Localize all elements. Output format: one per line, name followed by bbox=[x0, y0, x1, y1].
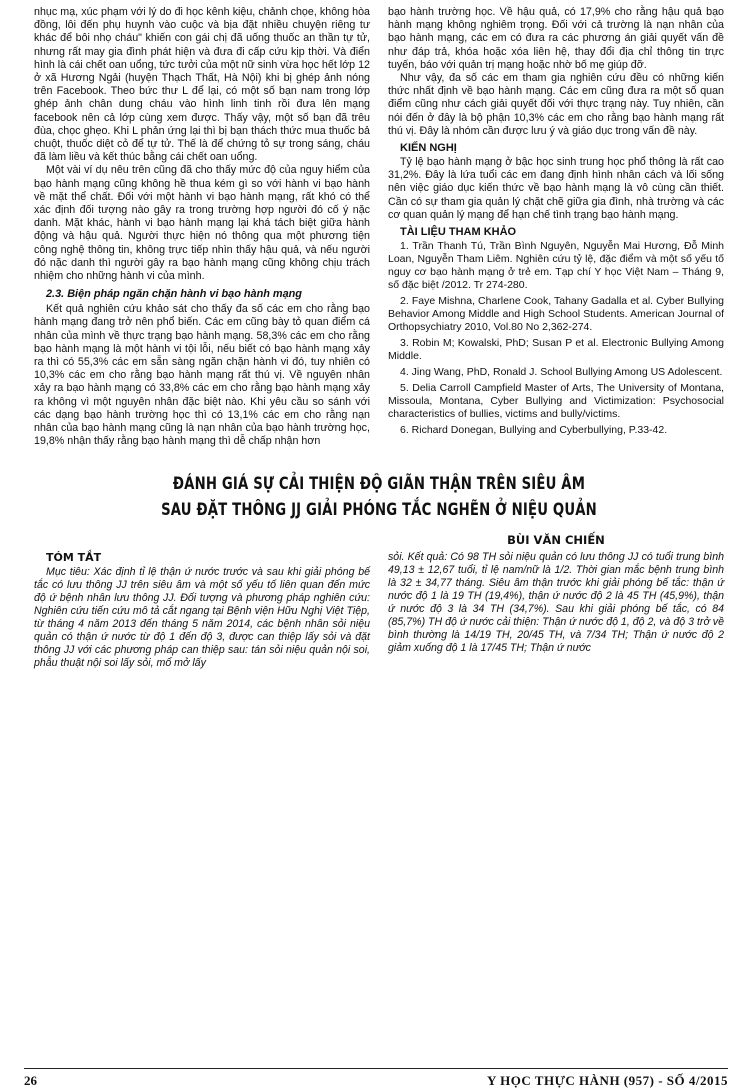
paragraph: nhục mạ, xúc phạm với lý do đi học kênh kiệu, chảnh chọe, không hòa đồng, lôi đến phụ huynh vào cuộc và bịa đặt nhiều chuyện riêng tư khác để bôi nhọ cháu" khiến con gái chị đã uống thuốc an thần tự tử, nhưng rất may gia đình phát hiện và đưa đi cấp cứu kịp thời. Và điển hình là cái chết oan uổng, tức tưởi của một nữ sinh vừa học hết lớp 12 ở xã Hương Ngải (huyện Thạch Thất, Hà Nội) khi bị ghép ảnh nóng trên Facebook. Theo bức thư L để lại, có một số bạn nam trong lớp ghép ảnh chân dung cháu vào hình linh tinh rồi đưa lên mạng facebook nên cả lớp cùng xem được. Thấy vậy, một số bạn đã trêu đùa, chọc ghẹo. Khi L phản ứng lại thì bị bạn thách thức mua thuốc bả chuột, thuốc diệt cỏ để tự tử. Thế là để chứng tỏ sự trong sáng, cháu đã làm liều và kết thúc bằng cái chết oan uổng. bbox=[34, 6, 370, 164]
abstract bbox=[34, 551, 724, 670]
reference-item: 3. Robin M; Kowalski, PhD; Susan P et al. Electronic Bullying Among Middle. bbox=[388, 337, 724, 363]
references-heading: TÀI LIỆU THAM KHẢO bbox=[400, 226, 517, 239]
paragraph: Một vài ví dụ nêu trên cũng đã cho thấy mức độ của nguy hiểm của bạo hành mạng cũng không hề thua kém gì so với hành vi bạo hành về mặt thể chất. Đối với một hành vi bạo hành mạng, rất khó có thể xác định đối tượng nào gây ra trong trường hợp người đó cố ý nặc danh. Mặt khác, hành vi bạo hành mạng lại khá tách biệt giữa hành động và hậu quả. Người thực hiện nó thông qua một phương tiện công nghệ thông tin, không trực tiếp nhìn thấy hậu quả, và nếu người đó nặc danh thì người gây ra bạo hành mạng cũng không chịu trách nhiệm cho những hành vi của mình. bbox=[34, 164, 370, 283]
abstract-heading: TÓM TẮT bbox=[46, 550, 102, 564]
abstract-left-column bbox=[34, 551, 370, 670]
section-heading: 2.3. Biện pháp ngăn chặn hành vi bạo hành mạng bbox=[46, 288, 302, 301]
reference-item: 1. Trần Thanh Tú, Trần Bình Nguyên, Nguyễn Mai Hương, Đỗ Minh Loan, Nguyễn Tham Liêm. Nghiên cứu tỷ lệ, đặc điểm và một số yếu tố nguy cơ bạo hành mạng ở trẻ em. Tạp chí Y học Việt Nam – Tháng 9, số đặc biệt /2012. Tr 274-280. bbox=[388, 240, 724, 292]
page-footer bbox=[24, 1068, 728, 1089]
paragraph: Kết quả nghiên cứu khảo sát cho thấy đa số các em cho rằng bạo hành mạng đang trở nên phổ biến. Các em cũng bày tỏ quan điểm cá nhân của mình về thực trạng bạo hành mạng. 58,3% các em cho rằng bạo hành mạng là một hành vi tội lỗi, nếu biết có bạo hành mạng xảy ra thì có 55,3% các em sẵn sàng ngăn chặn hành vi đó, tuy nhiên có 10,3% các em cho rằng bạo hành mạng rất thú vị. Về nguyên nhân xảy ra bạo hành mạng có 33,8% các em cho rằng bạo hành mạng xảy ra không vì một nguyên nhân đặc biệt nào. Khi yêu cầu so sánh với các dạng bạo hành trường học thì có 13,1% các em cho rằng nạn nhân của bạo hành mạng cũng là nạn nhân của bạo hành trường học, 19,8% nhận thấy rằng bạo hành mạng thì dễ chấp nhận hơn bbox=[34, 303, 370, 448]
left-column bbox=[34, 6, 370, 449]
reference-item: 2. Faye Mishna, Charlene Cook, Tahany Gadalla et al. Cyber Bullying Behavior Among Middle and High School Students. American Journal of Orthopsychiatry 2010, Vol.80 No 2,362-274. bbox=[388, 295, 724, 334]
abstract-right-column bbox=[388, 551, 724, 670]
paragraph: Như vậy, đa số các em tham gia nghiên cứu đều có những kiến thức nhất định về bạo hành mạng. Các em cũng đưa ra một số quan điểm cũng như cách giải quyết đối với thực trạng này. Tuy nhiên, cần nói đến ở đây là bộ phận 10,3% các em cho rằng bạo hành mạng rất thú vị. Đây là nhóm cần được lưu ý và giáo dục trong vấn đề này. bbox=[388, 72, 724, 137]
section-heading: KIẾN NGHỊ bbox=[400, 142, 457, 155]
title-line: SAU ĐẶT THÔNG JJ GIẢI PHÓNG TẮC NGHẼN Ở NIỆU QUẢN bbox=[161, 499, 597, 520]
journal-name: Y HỌC THỰC HÀNH (957) - SỐ 4/2015 bbox=[487, 1073, 728, 1088]
right-column bbox=[388, 6, 724, 449]
journal-page bbox=[34, 6, 724, 670]
reference-item: 5. Delia Carroll Campfield Master of Arts, The University of Montana, Missoula, Montana, Cyber Bullying and Victimization: Psychosocial characteristics of bullies, victims and bully/victims. bbox=[388, 382, 724, 421]
reference-item: 4. Jing Wang, PhD, Ronald J. School Bullying Among US Adolescent. bbox=[400, 366, 723, 379]
paragraph: Tỷ lệ bạo hành mạng ở bậc học sinh trung học phổ thông là rất cao 31,2%. Đây là lứa tuổi các em đang định hình nhân cách và lối sống nên việc giáo dục kiến thức về bạo hành mạng là vô cùng cần thiết. Cần có sự tham gia quản lý chặt chẽ giữa gia đình, nhà trường và các cơ quan quản lý mạng để hạn chế tình trạng bạo hành mạng. bbox=[388, 156, 724, 221]
paragraph: bạo hành trường học. Về hậu quả, có 17,9% cho rằng hậu quả bạo hành mạng không nghiêm trọng. Đối với cả trường là nạn nhân của bạo hành mạng, các em có đưa ra các phương án giải quyết vấn đề như đáp trả, khóa hoặc xóa liên hệ, thay đổi địa chỉ thông tin trực tuyến, báo với quản trị mạng hoặc nhờ bố mẹ giúp đỡ. bbox=[388, 6, 724, 71]
article-title bbox=[34, 471, 724, 523]
previous-article-columns bbox=[34, 6, 724, 449]
author-name: BÙI VĂN CHIẾN bbox=[507, 532, 605, 547]
page-number: 26 bbox=[24, 1073, 37, 1088]
title-line: ĐÁNH GIÁ SỰ CẢI THIỆN ĐỘ GIÃN THẬN TRÊN SIÊU ÂM bbox=[172, 473, 586, 494]
abstract-paragraph: sỏi. Kết quả: Có 98 TH sỏi niệu quản có lưu thông JJ có tuổi trung bình 49,13 ± 12,67 tuổi, tỉ lệ nam/nữ là 1/2. Thời gian mắc bệnh trung bình là 32 ± 34,77 tháng. Siêu âm thận trước khi giải phóng bế tắc: thận ứ nước độ 1 là 19 TH (19,4%), thận ứ nước độ 2 là 45 TH (45,9%), thận ứ nước độ 3 là 34 TH (34,7%). Sau khi giải phóng bế tắc, có 84 (85,7%) TH độ ứ nước cải thiện: Thận ứ nước độ 1, độ 2, và độ 3 trở về bình thường là 14/19 TH, 20/45 TH, và 7/34 TH; Thận ứ nước độ 2 giảm xuống độ 1 là 17/45 TH; Thận ứ nước bbox=[388, 550, 724, 654]
abstract-paragraph: Mục tiêu: Xác định tỉ lệ thận ứ nước trước và sau khi giải phóng bế tắc có lưu thông JJ trên siêu âm và một số yếu tố liên quan đến mức độ ứ bệnh nhân lưu thông JJ. Đối tượng và phương pháp nghiên cứu: Nghiên cứu tiến cứu mô tả cắt ngang tại Bệnh viện Hữu Nghị Việt Tiệp, từ tháng 4 năm 2013 đến tháng 5 năm 2014, các bệnh nhân sỏi niệu quản có thận ứ nước từ độ 1 đến độ 3, được can thiệp lấy sỏi và đặt thông JJ với các phương pháp can thiệp sau: tán sỏi niệu quản nội soi, phẫu thuật nội soi lấy sỏi, mổ mở lấy bbox=[34, 565, 370, 669]
reference-item: 6. Richard Donegan, Bullying and Cyberbullying, P.33-42. bbox=[400, 424, 668, 437]
